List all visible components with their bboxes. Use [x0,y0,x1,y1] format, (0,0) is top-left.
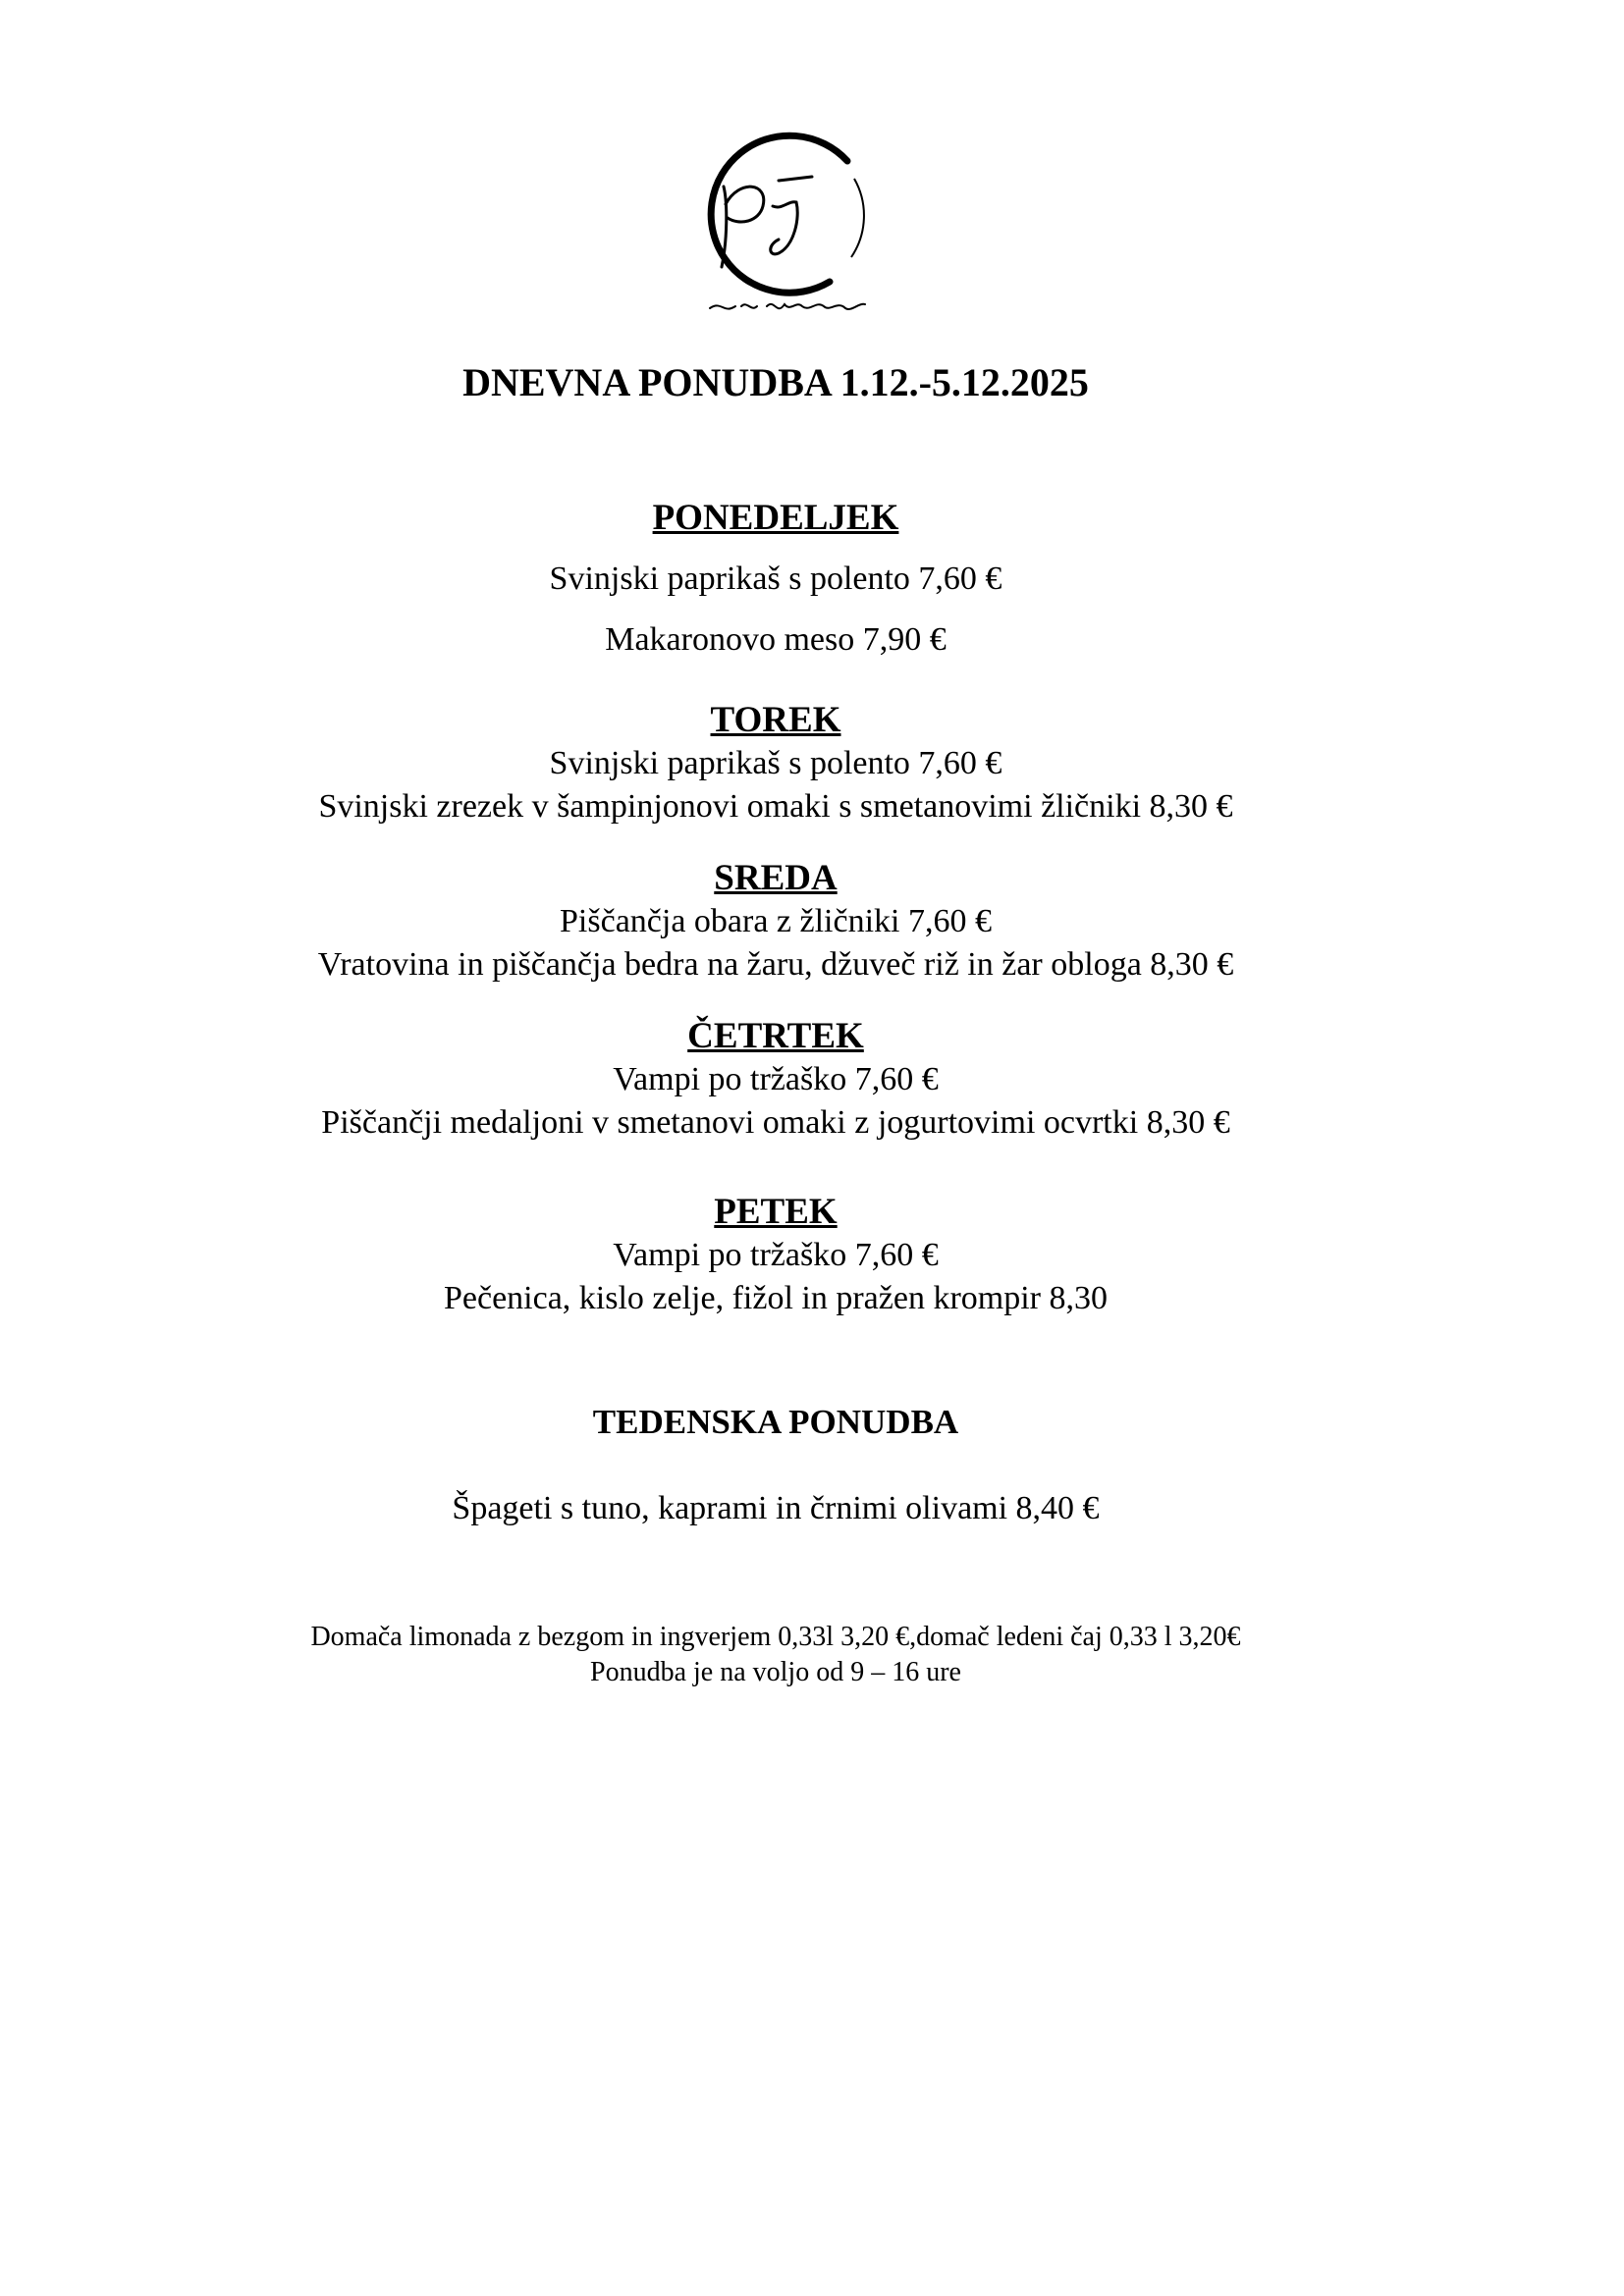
menu-item: Pečenica, kislo zelje, fižol in pražen krompir 8,30 [444,1280,1108,1316]
day-heading: TOREK [710,700,841,740]
menu-item: Svinjski paprikaš s polento 7,60 € [549,561,1002,597]
day-wednesday [0,857,1551,987]
menu-item: Svinjski paprikaš s polento 7,60 € [549,745,1002,781]
day-thursday [0,1015,1551,1145]
menu-item: Vratovina in piščančja bedra na žaru, džuveč riž in žar obloga 8,30 € [317,946,1234,983]
hours-note: Ponudba je na voljo od 9 – 16 ure [590,1657,961,1687]
weekly-offer-item: Špageti s tuno, kaprami in črnimi olivami 8,40 € [452,1490,1100,1526]
weekly-offer-heading: TEDENSKA PONUDBA [592,1403,959,1441]
day-friday [0,1191,1551,1320]
day-heading: PONEDELJEK [652,498,899,538]
restaurant-logo [682,120,879,331]
menu-item: Vampi po tržaško 7,60 € [613,1237,939,1273]
day-heading: ČETRTEK [687,1016,864,1056]
drinks-note: Domača limonada z bezgom in ingverjem 0,33l 3,20 €,domač ledeni čaj 0,33 l 3,20€ [310,1622,1241,1652]
menu-item: Makaronovo meso 7,90 € [605,621,947,658]
footer-notes [0,1620,1551,1690]
day-heading: SREDA [714,858,838,898]
day-tuesday [0,699,1551,828]
menu-item: Piščančji medaljoni v smetanovi omaki z jogurtovimi ocvrtki 8,30 € [321,1104,1230,1141]
menu-item: Svinjski zrezek v šampinjonovi omaki s smetanovimi žličniki 8,30 € [318,788,1233,825]
day-monday [0,497,1551,662]
menu-item: Vampi po tržaško 7,60 € [613,1061,939,1097]
day-heading: PETEK [714,1192,838,1232]
menu-item: Piščančja obara z žličniki 7,60 € [560,903,992,939]
page-title: DNEVNA PONUDBA 1.12.-5.12.2025 [462,360,1089,404]
